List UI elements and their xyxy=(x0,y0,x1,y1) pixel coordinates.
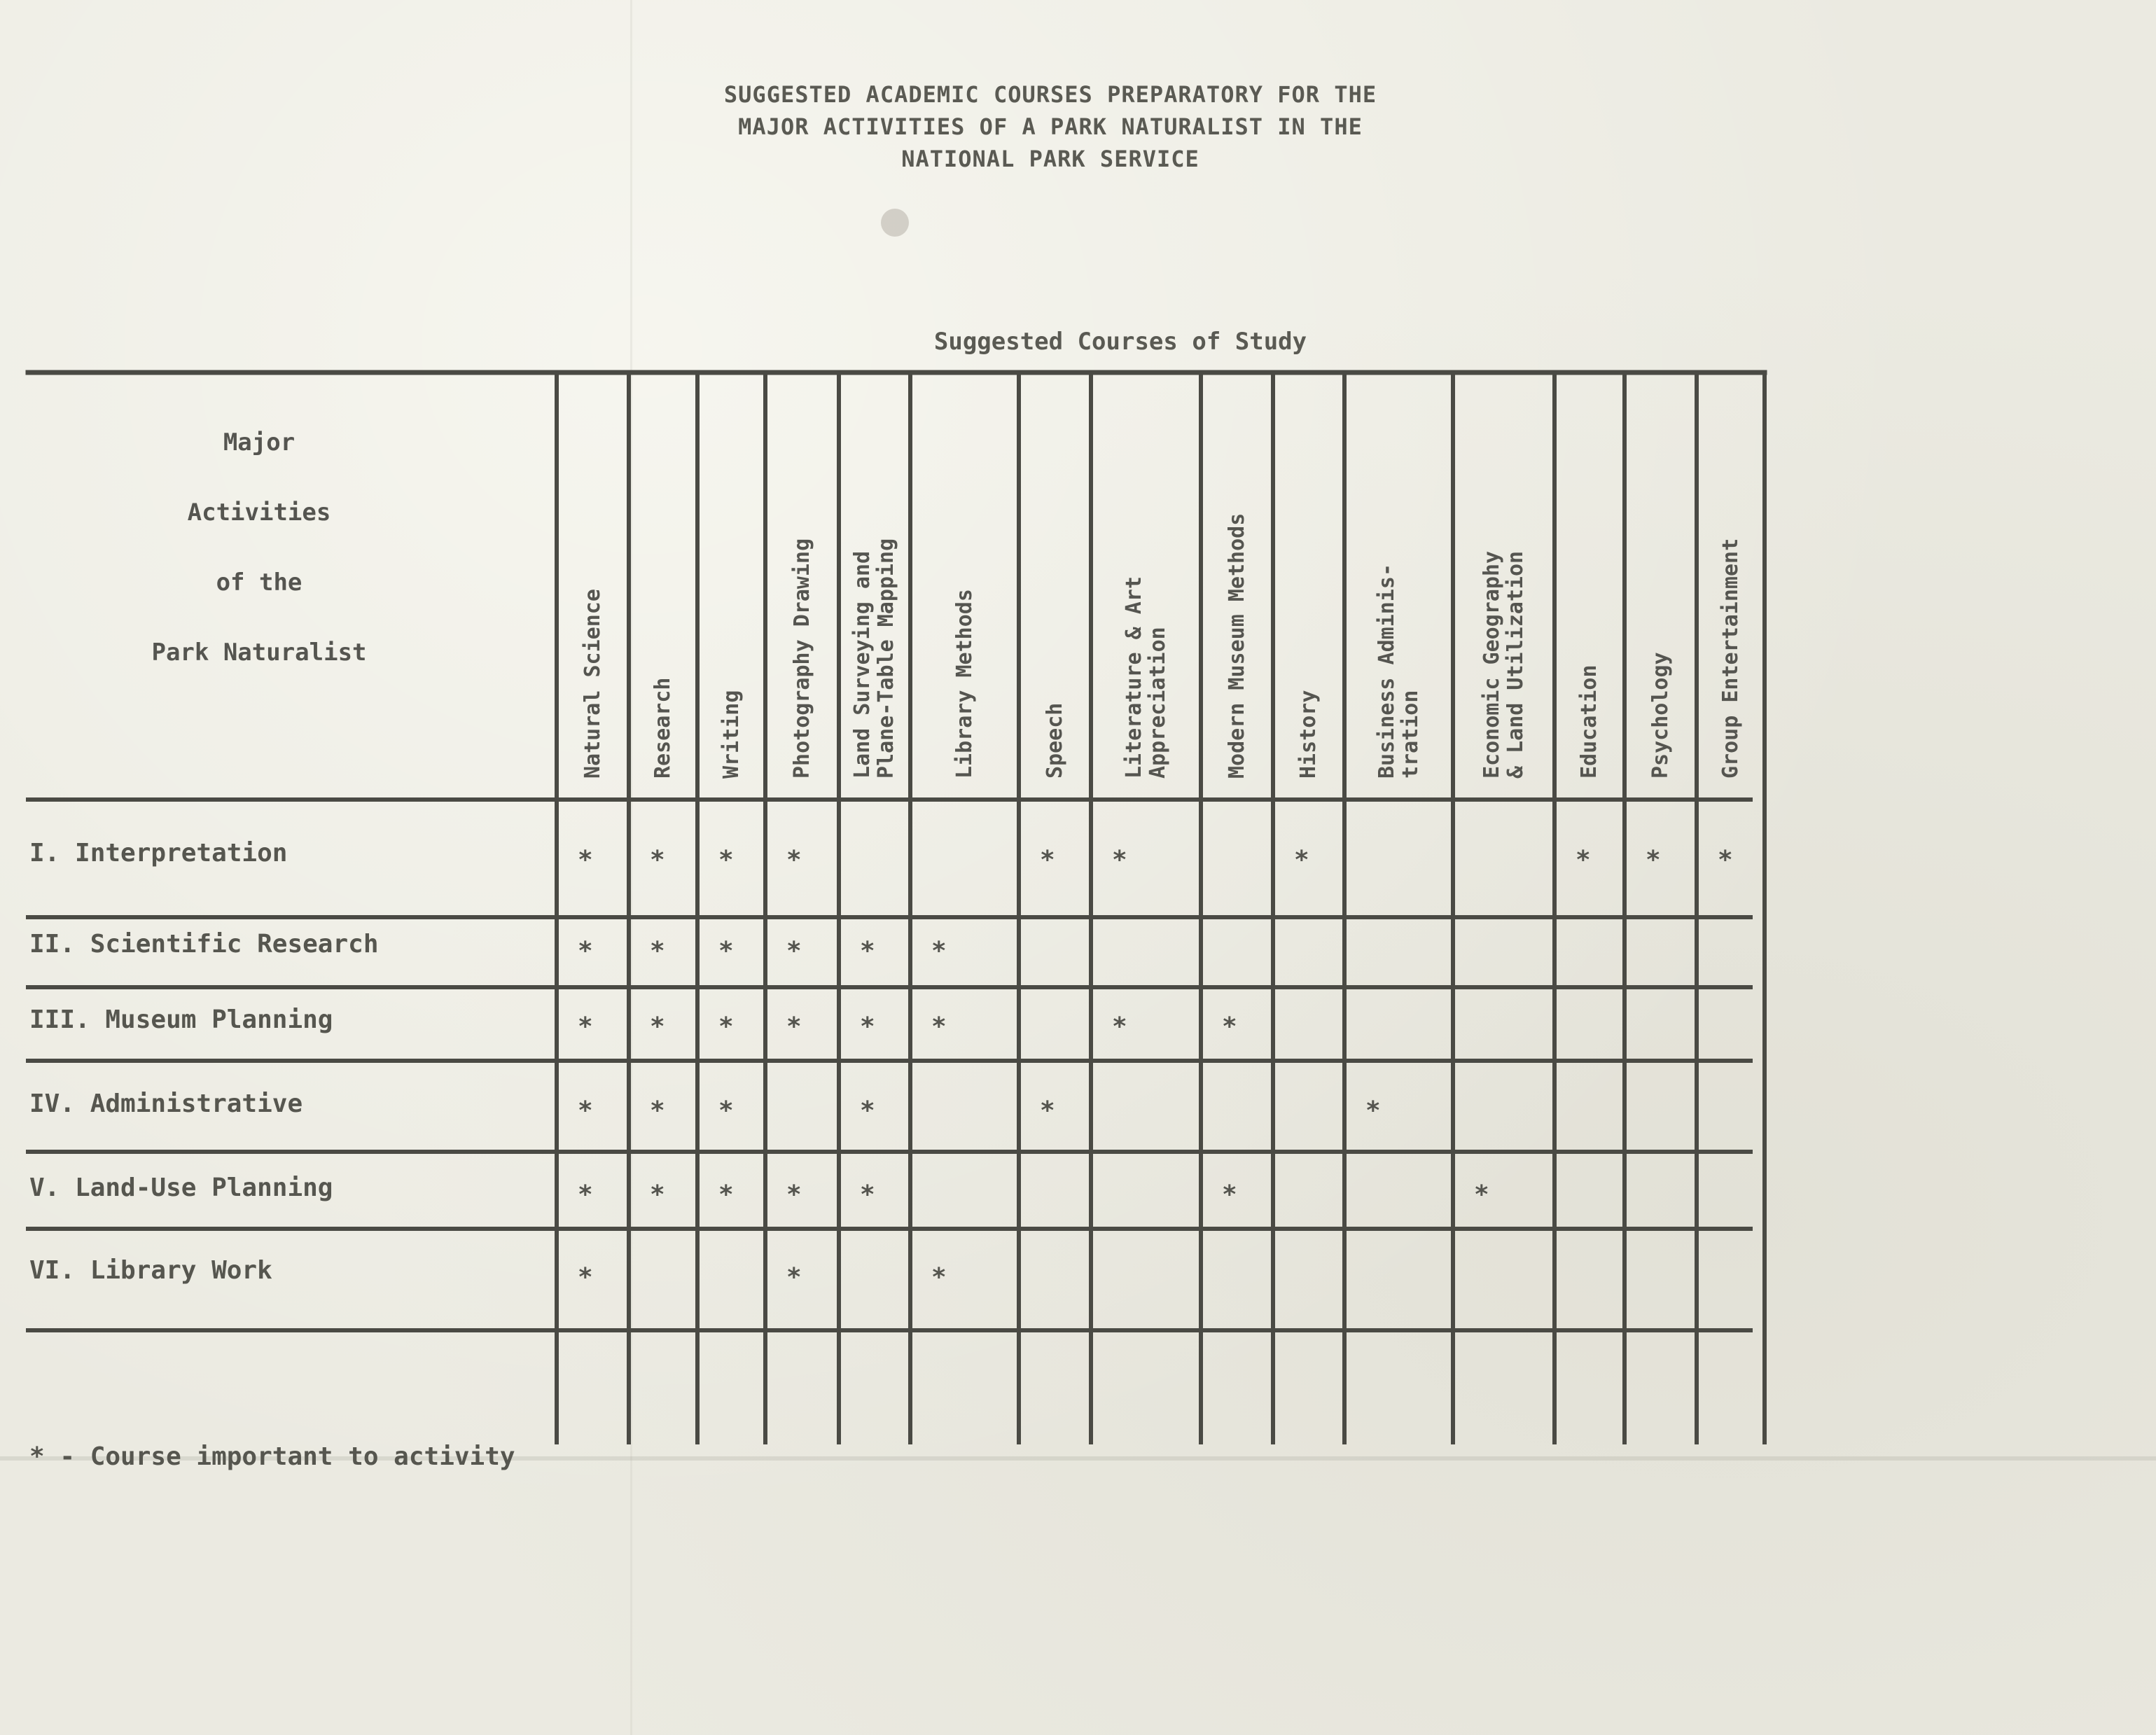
importance-mark: * xyxy=(786,1180,802,1209)
importance-mark: * xyxy=(1646,846,1661,875)
course-header-text: History xyxy=(1296,690,1321,779)
course-header xyxy=(1297,386,1321,779)
importance-mark: * xyxy=(650,1012,665,1041)
importance-mark: * xyxy=(1222,1012,1237,1041)
legend: * - Course important to activity xyxy=(29,1442,515,1471)
importance-mark: * xyxy=(786,1012,802,1041)
course-header xyxy=(651,386,675,779)
course-header-text: Economic Geography xyxy=(1479,550,1504,779)
importance-mark: * xyxy=(931,937,947,966)
importance-mark: * xyxy=(578,846,593,875)
importance-mark: * xyxy=(1112,846,1127,875)
importance-mark: * xyxy=(650,1180,665,1209)
course-header-text: Appreciation xyxy=(1145,627,1170,779)
importance-mark: * xyxy=(931,1263,947,1292)
course-header xyxy=(1578,386,1601,779)
importance-mark: * xyxy=(718,1012,734,1041)
course-header-text: Plane-Table Mapping xyxy=(874,538,898,779)
importance-mark: * xyxy=(1718,846,1733,875)
importance-mark: * xyxy=(578,1096,593,1125)
importance-mark: * xyxy=(1365,1096,1381,1125)
importance-mark: * xyxy=(786,937,802,966)
importance-mark: * xyxy=(718,1180,734,1209)
activity-row-label: VI. Library Work xyxy=(29,1256,272,1285)
course-header-text: tration xyxy=(1398,690,1423,779)
importance-mark: * xyxy=(718,937,734,966)
course-header-text: Research xyxy=(651,677,675,779)
importance-mark: * xyxy=(650,937,665,966)
activities-header-line: Park Naturalist xyxy=(151,639,367,667)
importance-mark: * xyxy=(786,846,802,875)
course-header xyxy=(851,386,898,779)
activity-row-label: IV. Administrative xyxy=(29,1089,303,1118)
course-header xyxy=(581,386,605,779)
activities-header-line: Major xyxy=(223,428,295,457)
importance-mark: * xyxy=(578,1263,593,1292)
importance-mark: * xyxy=(650,846,665,875)
importance-mark: * xyxy=(578,1180,593,1209)
title-line-3: NATIONAL PARK SERVICE xyxy=(901,146,1199,172)
course-header-text: Library Methods xyxy=(952,589,977,779)
course-header xyxy=(791,386,814,779)
course-header-text: Natural Science xyxy=(580,589,605,779)
course-header-text: Business Adminis- xyxy=(1374,563,1399,779)
activity-row-label: V. Land-Use Planning xyxy=(29,1173,333,1202)
course-header-text: Literature & Art xyxy=(1121,576,1146,779)
importance-mark: * xyxy=(931,1012,947,1041)
title-line-1: SUGGESTED ACADEMIC COURSES PREPARATORY FOR THE xyxy=(723,81,1377,108)
course-header xyxy=(1043,386,1067,779)
importance-mark: * xyxy=(860,937,875,966)
activity-row-label: I. Interpretation xyxy=(29,839,288,868)
activities-header-line: of the xyxy=(216,569,302,597)
importance-mark: * xyxy=(718,846,734,875)
title-line-2: MAJOR ACTIVITIES OF A PARK NATURALIST IN THE xyxy=(738,113,1363,140)
activity-row-label: II. Scientific Research xyxy=(29,930,379,959)
course-header xyxy=(1122,386,1170,779)
activity-row-label: III. Museum Planning xyxy=(29,1005,333,1034)
importance-mark: * xyxy=(1222,1180,1237,1209)
importance-mark: * xyxy=(1040,846,1055,875)
importance-mark: * xyxy=(1576,846,1591,875)
course-header xyxy=(1375,386,1423,779)
course-header xyxy=(1225,386,1249,779)
importance-mark: * xyxy=(860,1012,875,1041)
importance-mark: * xyxy=(1040,1096,1055,1125)
importance-mark: * xyxy=(1294,846,1309,875)
course-header xyxy=(720,386,744,779)
course-header xyxy=(953,386,977,779)
importance-mark: * xyxy=(578,1012,593,1041)
course-header-text: Psychology xyxy=(1648,652,1673,779)
importance-mark: * xyxy=(718,1096,734,1125)
importance-mark: * xyxy=(860,1180,875,1209)
course-header xyxy=(1480,386,1528,779)
importance-mark: * xyxy=(786,1263,802,1292)
course-header xyxy=(1649,386,1673,779)
course-header-text: Education xyxy=(1577,664,1601,779)
course-header-text: & Land Utilization xyxy=(1503,550,1528,779)
course-header-text: Speech xyxy=(1042,702,1067,779)
course-header-text: Group Entertainment xyxy=(1718,538,1743,779)
importance-mark: * xyxy=(1112,1012,1127,1041)
activities-header-line: Activities xyxy=(187,499,331,527)
course-header-text: Writing xyxy=(718,690,744,779)
courses-caption: Suggested Courses of Study xyxy=(933,328,1307,356)
course-header-text: Land Surveying and xyxy=(850,550,875,779)
importance-mark: * xyxy=(860,1096,875,1125)
course-header-text: Photography Drawing xyxy=(789,538,814,779)
importance-mark: * xyxy=(578,937,593,966)
importance-mark: * xyxy=(650,1096,665,1125)
course-header-text: Modern Museum Methods xyxy=(1224,513,1249,779)
importance-mark: * xyxy=(1474,1180,1489,1209)
course-header xyxy=(1719,386,1743,779)
